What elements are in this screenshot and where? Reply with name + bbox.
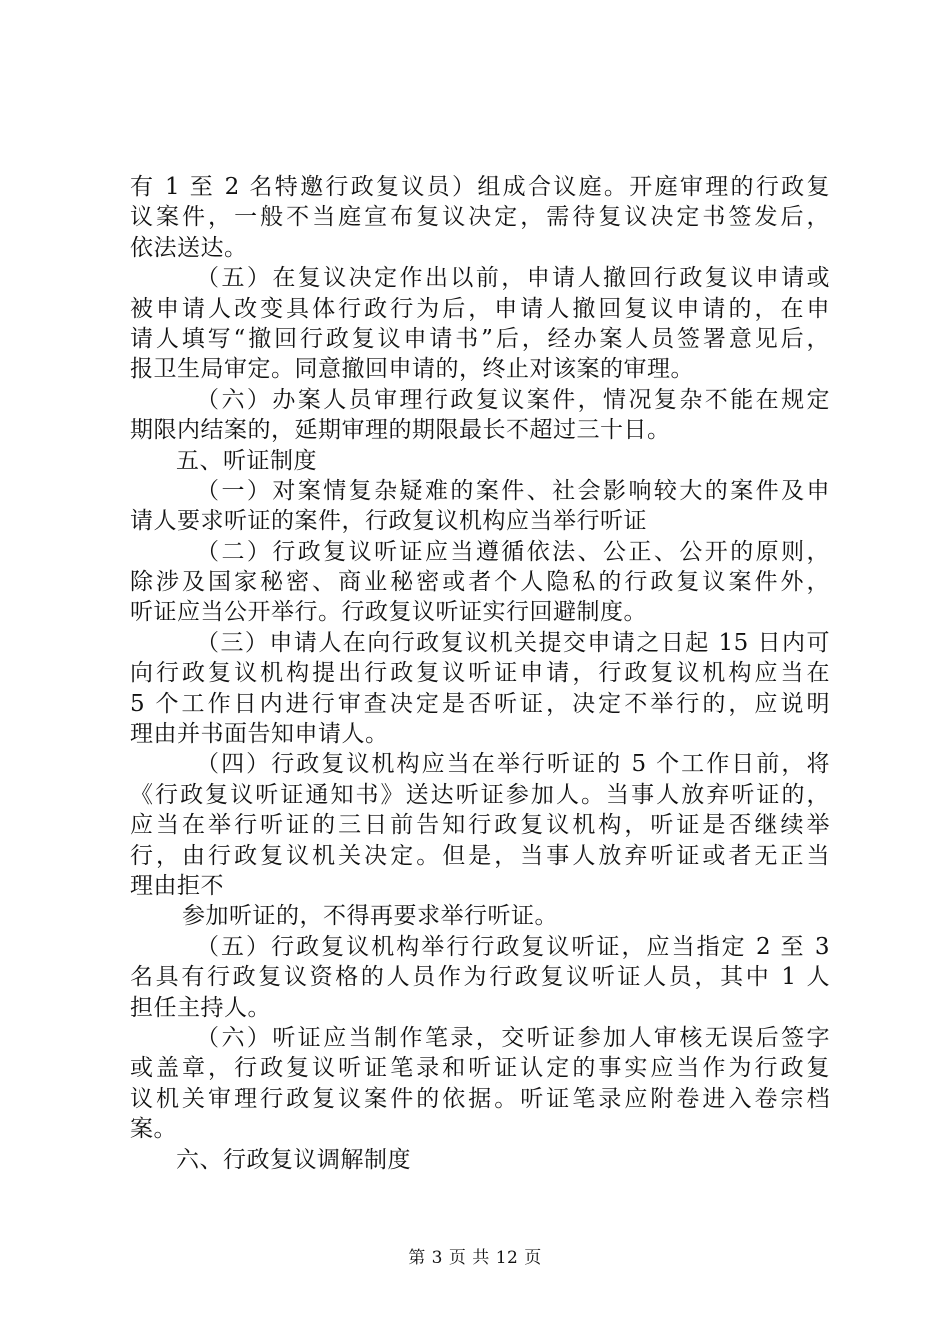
paragraph-start-line: （二）行政复议听证应当遵循依法、公正、公开的原则， [196,538,830,565]
text-line: 参加听证的，不得再要求举行听证。 [182,903,558,930]
section-heading: 五、听证制度 [176,447,317,474]
text-line: 应当在举行听证的三日前告知行政复议机构，听证是否继续举 [130,812,830,839]
text-line: 请人要求听证的案件，行政复议机构应当举行听证 [130,508,647,535]
text-line: 担任主持人。 [130,994,271,1021]
document-body [130,172,830,1175]
text-line: 期限内结案的，延期审理的期限最长不超过三十日。 [130,417,671,444]
text-line: 被申请人改变具体行政行为后，申请人撤回复议申请的，在申 [130,295,830,322]
paragraph-start-line: （六）听证应当制作笔录，交听证参加人审核无误后签字 [196,1024,830,1051]
text-line: 除涉及国家秘密、商业秘密或者个人隐私的行政复议案件外， [130,569,830,596]
text-line: 名具有行政复议资格的人员作为行政复议听证人员，其中 1 人 [130,964,830,991]
text-line: 理由并书面告知申请人。 [130,721,389,748]
paragraph-start-line: （三）申请人在向行政复议机关提交申请之日起 15 日内可 [196,629,830,656]
text-line: 《行政复议听证通知书》送达听证参加人。当事人放弃听证的， [130,781,830,808]
paragraph-start-line: （五）行政复议机构举行行政复议听证，应当指定 2 至 3 [196,933,830,960]
text-line: 向行政复议机构提出行政复议听证申请，行政复议机构应当在 [130,660,830,687]
text-line: 依法送达。 [130,234,248,261]
page-number-footer: 第 3 页 共 12 页 [408,1248,542,1268]
paragraph-start-line: （四）行政复议机构应当在举行听证的 5 个工作日前，将 [196,751,830,778]
section-heading: 六、行政复议调解制度 [176,1146,411,1173]
text-line: 请人填写“撤回行政复议申请书”后，经办案人员签署意见后， [130,325,830,352]
text-line: 有 1 至 2 名特邀行政复议员）组成合议庭。开庭审理的行政复 [130,174,830,200]
paragraph-start-line: （六）办案人员审理行政复议案件，情况复杂不能在规定 [196,386,830,413]
text-line: 案。 [130,1116,177,1143]
text-line: 听证应当公开举行。行政复议听证实行回避制度。 [130,599,647,626]
text-line: 议案件，一般不当庭宣布复议决定，需待复议决定书签发后， [130,204,830,231]
text-line: 议机关审理行政复议案件的依据。听证笔录应附卷进入卷宗档 [130,1085,830,1112]
text-line: 5 个工作日内进行审查决定是否听证，决定不举行的，应说明 [130,690,830,717]
text-line: 理由拒不 [130,872,224,899]
text-line: 或盖章，行政复议听证笔录和听证认定的事实应当作为行政复 [130,1055,830,1082]
text-line: 报卫生局审定。同意撤回申请的，终止对该案的审理。 [130,356,694,383]
paragraph-start-line: （一）对案情复杂疑难的案件、社会影响较大的案件及申 [196,477,830,504]
text-line: 行，由行政复议机关决定。但是，当事人放弃听证或者无正当 [130,842,830,869]
paragraph-start-line: （五）在复议决定作出以前，申请人撤回行政复议申请或 [196,265,830,292]
